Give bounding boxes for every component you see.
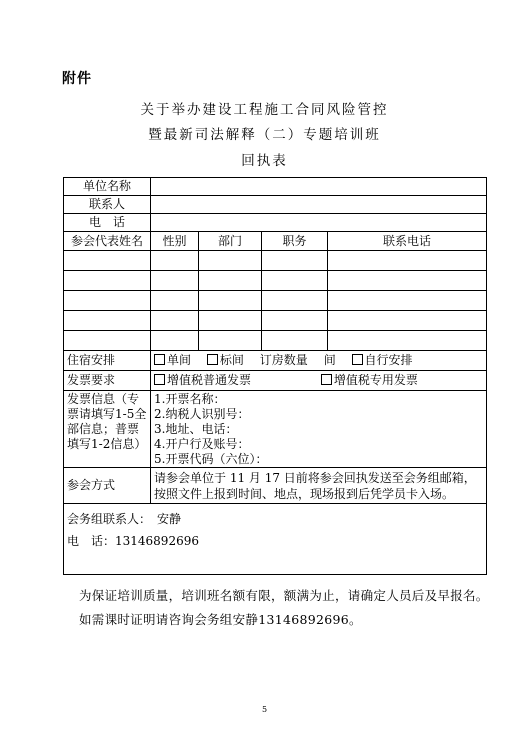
invoice-req-label: 发票要求 <box>64 371 151 391</box>
note-line-2: 如需课时证明请咨询会务组安静13146892696。 <box>79 612 362 627</box>
title-line-2: 暨最新司法解释（二）专题培训班 <box>148 127 381 143</box>
contact-person-field[interactable] <box>151 196 487 214</box>
lodging-single-option[interactable] <box>154 353 191 368</box>
invoice-info-label: 发票信息（专票请填写1-5全部信息；普票填写1-2信息） <box>64 391 151 468</box>
attendee-gender-cell[interactable] <box>151 331 199 351</box>
attendee-name-cell[interactable] <box>64 291 151 311</box>
attendee-gender-cell[interactable] <box>151 271 199 291</box>
invoice-item: 5.开票代码（六位）： <box>154 452 268 466</box>
attendee-phone-cell[interactable] <box>328 251 487 271</box>
room-count-label: 订房数量 <box>259 353 308 367</box>
attendee-phone-cell[interactable] <box>328 271 487 291</box>
attendee-phone-cell[interactable] <box>328 331 487 351</box>
invoice-normal-option[interactable] <box>154 373 251 388</box>
attendee-dept-cell[interactable] <box>199 291 262 311</box>
attendee-row <box>64 271 487 291</box>
invoice-item: 3.地址、电话： <box>154 422 238 436</box>
phone-field[interactable] <box>151 214 487 232</box>
attendee-dept-cell[interactable] <box>199 251 262 271</box>
attendee-name-cell[interactable] <box>64 311 151 331</box>
lodging-single-label: 单间 <box>167 353 192 367</box>
lodging-label: 住宿安排 <box>64 351 151 371</box>
contact-person-label: 联系人 <box>64 196 151 214</box>
attendee-name-cell[interactable] <box>64 331 151 351</box>
col-header-gender: 性别 <box>151 232 199 251</box>
lodging-self-label: 自行安排 <box>364 353 413 367</box>
invoice-req-options <box>151 371 487 391</box>
contact-phone-line: 电 话：13146892696 <box>67 534 199 548</box>
checkbox[interactable] <box>207 354 218 365</box>
lodging-self-option[interactable] <box>352 353 413 368</box>
checkbox[interactable] <box>321 374 332 385</box>
invoice-special-option[interactable] <box>321 373 418 388</box>
registration-form <box>63 177 487 575</box>
attendee-name-cell[interactable] <box>64 271 151 291</box>
invoice-item: 1.开票名称： <box>154 392 226 406</box>
unit-name-label: 单位名称 <box>64 178 151 196</box>
attendee-gender-cell[interactable] <box>151 291 199 311</box>
lodging-options <box>151 351 487 371</box>
invoice-item: 2.纳税人识别号： <box>154 407 250 421</box>
contact-person-line: 会务组联系人： 安静 <box>67 512 182 526</box>
checkbox[interactable] <box>154 354 165 365</box>
attendee-position-cell[interactable] <box>262 331 328 351</box>
attendee-position-cell[interactable] <box>262 311 328 331</box>
invoice-info-fields[interactable] <box>151 391 487 468</box>
title-line-1: 关于举办建设工程施工合同风险管控 <box>140 102 389 118</box>
attend-text: 请参会单位于 11 月 17 日前将参会回执发送至会务组邮箱，按照文件上报到时间、地点，现场报到后凭学员卡入场。 <box>151 468 487 504</box>
annex-label: 附件 <box>62 71 92 87</box>
attendee-row <box>64 291 487 311</box>
attendee-gender-cell[interactable] <box>151 311 199 331</box>
attendee-position-cell[interactable] <box>262 291 328 311</box>
col-header-name: 参会代表姓名 <box>64 232 151 251</box>
attendee-dept-cell[interactable] <box>199 271 262 291</box>
col-header-phone: 联系电话 <box>328 232 487 251</box>
lodging-standard-option[interactable] <box>207 353 244 368</box>
attend-label: 参会方式 <box>64 468 151 504</box>
attendee-name-cell[interactable] <box>64 251 151 271</box>
attendee-position-cell[interactable] <box>262 251 328 271</box>
col-header-department: 部门 <box>199 232 262 251</box>
checkbox[interactable] <box>352 354 363 365</box>
room-unit-label: 间 <box>323 353 336 367</box>
attendee-row <box>64 311 487 331</box>
contact-box <box>64 504 487 575</box>
page-number: 5 <box>261 705 268 714</box>
attendee-dept-cell[interactable] <box>199 311 262 331</box>
attendee-dept-cell[interactable] <box>199 331 262 351</box>
checkbox[interactable] <box>154 374 165 385</box>
attendee-phone-cell[interactable] <box>328 291 487 311</box>
attendee-gender-cell[interactable] <box>151 251 199 271</box>
attendee-phone-cell[interactable] <box>328 311 487 331</box>
invoice-special-label: 增值税专用发票 <box>333 373 418 387</box>
attendee-position-cell[interactable] <box>262 271 328 291</box>
note-line-1: 为保证培训质量，培训班名额有限，额满为止，请确定人员后及早报名。 <box>79 588 489 603</box>
title-line-3: 回执表 <box>241 153 288 169</box>
col-header-position: 职务 <box>262 232 328 251</box>
lodging-standard-label: 标间 <box>219 353 244 367</box>
attendee-row <box>64 331 487 351</box>
invoice-item: 4.开户行及账号： <box>154 437 250 451</box>
phone-label: 电 话 <box>64 214 151 232</box>
attendee-row <box>64 251 487 271</box>
invoice-normal-label: 增值税普通发票 <box>167 373 252 387</box>
unit-name-field[interactable] <box>151 178 487 196</box>
room-count[interactable] <box>260 353 336 368</box>
